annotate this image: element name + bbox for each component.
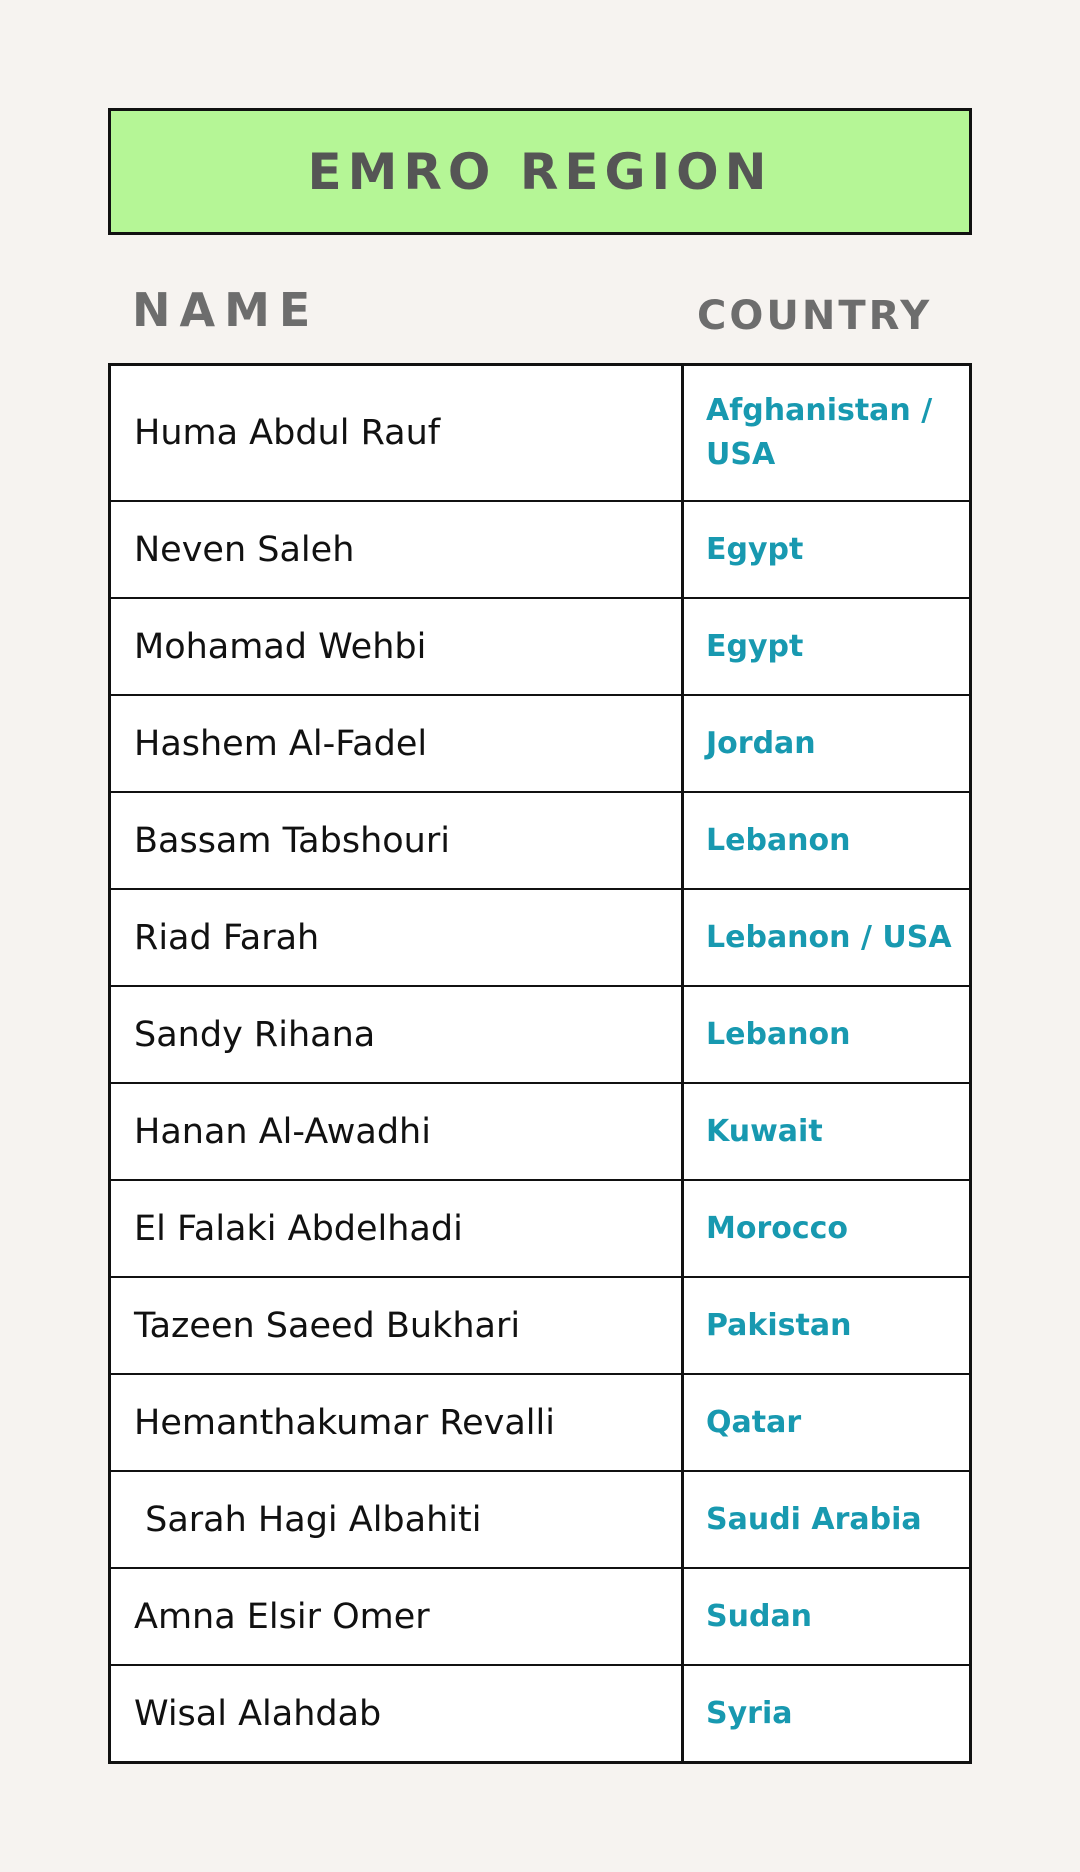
country-cell: Lebanon xyxy=(706,1016,851,1052)
name-cell: Riad Farah xyxy=(111,890,684,985)
name-cell: Amna Elsir Omer xyxy=(111,1569,684,1664)
country-cell: Saudi Arabia xyxy=(706,1501,922,1537)
title-banner xyxy=(108,108,972,235)
country-cell: Egypt xyxy=(706,628,804,664)
country-cell: Egypt xyxy=(706,531,804,567)
table-row xyxy=(111,1082,969,1179)
table-row xyxy=(111,1664,969,1761)
table-row xyxy=(111,1179,969,1276)
country-cell: Qatar xyxy=(706,1404,802,1440)
table-row xyxy=(111,694,969,791)
name-cell: Hemanthakumar Revalli xyxy=(111,1375,684,1470)
members-table xyxy=(108,363,972,1764)
table-row xyxy=(111,985,969,1082)
name-cell: Mohamad Wehbi xyxy=(111,599,684,694)
name-cell: Bassam Tabshouri xyxy=(111,793,684,888)
table-row xyxy=(111,1567,969,1664)
table-row xyxy=(111,1373,969,1470)
country-cell: Sudan xyxy=(706,1598,813,1634)
page-title: EMRO REGION xyxy=(307,142,773,201)
name-cell: Neven Saleh xyxy=(111,502,684,597)
country-cell: Afghanistan / USA xyxy=(706,393,933,472)
name-cell: Hashem Al-Fadel xyxy=(111,696,684,791)
name-cell: Sarah Hagi Albahiti xyxy=(111,1472,684,1567)
name-cell: Wisal Alahdab xyxy=(111,1666,684,1761)
name-cell: Tazeen Saeed Bukhari xyxy=(111,1278,684,1373)
table-row xyxy=(111,791,969,888)
table-row xyxy=(111,1276,969,1373)
table-row xyxy=(111,366,969,500)
country-cell: Pakistan xyxy=(706,1307,852,1343)
country-cell: Morocco xyxy=(706,1210,849,1246)
name-cell: El Falaki Abdelhadi xyxy=(111,1181,684,1276)
country-cell: Kuwait xyxy=(706,1113,823,1149)
table-row xyxy=(111,500,969,597)
table-row xyxy=(111,1470,969,1567)
table-row xyxy=(111,597,969,694)
column-header-name: NAME xyxy=(132,283,320,337)
table-row xyxy=(111,888,969,985)
name-cell: Hanan Al-Awadhi xyxy=(111,1084,684,1179)
country-cell: Jordan xyxy=(706,725,816,761)
name-cell: Sandy Rihana xyxy=(111,987,684,1082)
name-cell: Huma Abdul Rauf xyxy=(111,366,684,500)
column-header-country: COUNTRY xyxy=(697,293,933,339)
country-cell: Syria xyxy=(706,1695,793,1731)
country-cell: Lebanon / USA xyxy=(706,919,952,955)
country-cell: Lebanon xyxy=(706,822,851,858)
